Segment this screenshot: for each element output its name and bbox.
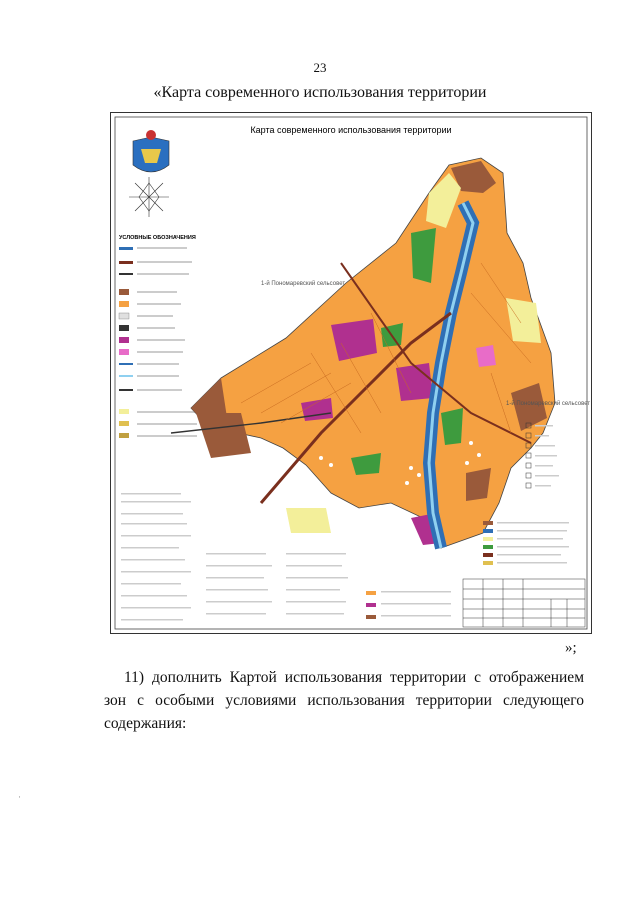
map-sheet xyxy=(110,112,592,634)
legend-left xyxy=(119,247,197,438)
map-drawing xyxy=(111,113,591,633)
compass-rose-icon xyxy=(129,177,169,217)
map-territory xyxy=(171,158,555,548)
closing-quote-mark: »; xyxy=(565,640,577,656)
coat-of-arms-icon xyxy=(133,130,169,172)
legend-heading: УСЛОВНЫЕ ОБОЗНАЧЕНИЯ xyxy=(119,235,196,241)
amendment-paragraph: 11) дополнить Картой использования территории с отображением зон с особыми условиями использования территории следующего содержания: xyxy=(104,669,584,732)
map-title: Карта современного использования территории xyxy=(250,125,452,135)
settlement-label-west: 1-й Пономаревский сельсовет xyxy=(261,281,346,287)
page-number: 23 xyxy=(313,60,327,75)
legend-bottom xyxy=(121,493,569,621)
map-heading: «Карта современного использования территории xyxy=(153,84,487,101)
stray-mark: · xyxy=(18,792,21,802)
settlement-label-east: 1-й Пономаревский сельсовет xyxy=(506,401,591,407)
title-block-stamp xyxy=(463,579,585,627)
